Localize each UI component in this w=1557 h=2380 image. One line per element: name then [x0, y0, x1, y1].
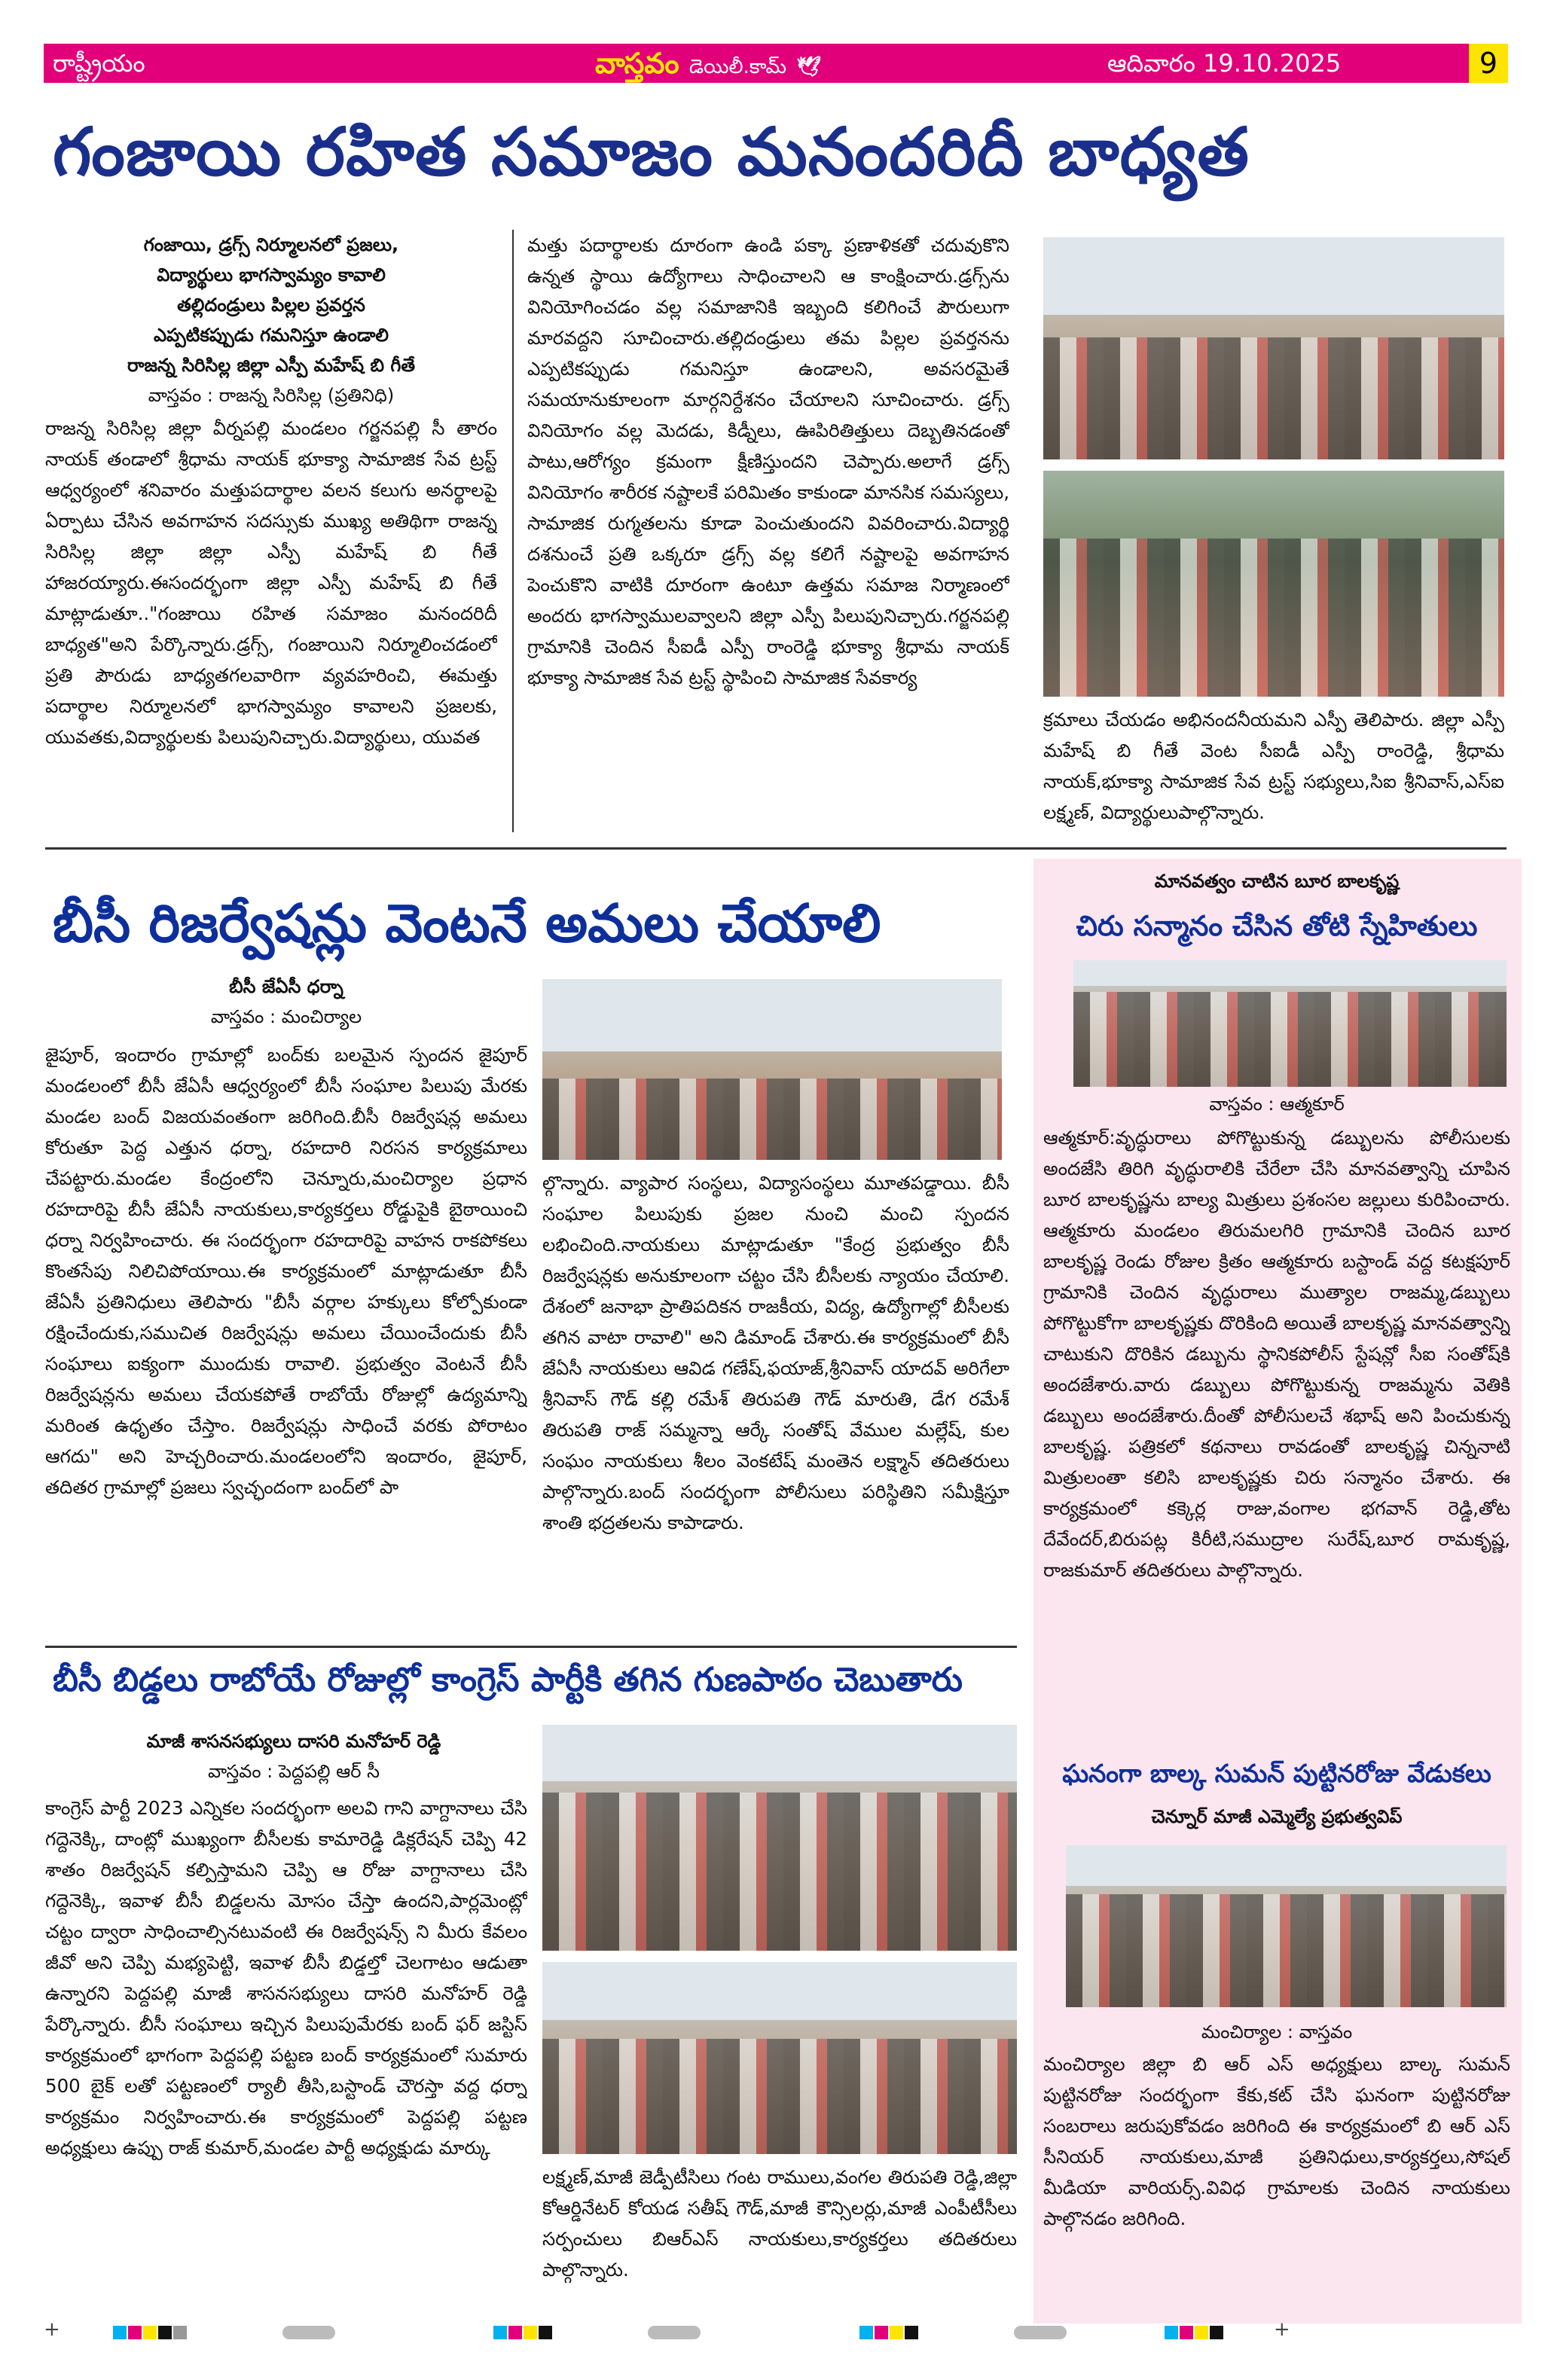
photo-stage-speakers — [1043, 237, 1504, 459]
story1-column-2: మత్తు పదార్థాలకు దూరంగా ఉండి పక్కా ప్రణాళికతో చదువుకొని ఉన్నత స్థాయి ఉద్యోగాలు సాధించాలని ఆ కాంక్షించారు.డ్రగ్స్‌ను వినియోగించడం వల్ల సమాజానికి ఇబ్బంది కలిగించే పౌరులుగా మారవద్దని సూచించారు.తల్లిదండ్రులు తమ పిల్లల ప్రవర్తనను ఎప్పటికప్పుడు గమనిస్తూ ఉండాలని, అవసరమైతే సమయానుకూలంగా మార్గనిర్దేశనం చేయాలని సూచించారు. డ్రగ్స్ వినియోగం వల్ల మెదడు, కిడ్నీలు, ఊపిరితిత్తులు దెబ్బతినడంతో పాటు,ఆరోగ్యం క్రమంగా క్షీణిస్తుందని చెప్పారు.అలాగే డ్రగ్స్ వినియోగం శారీరక నష్టాలకే పరిమితం కాకుండా మానసిక సమస్యలు, సామాజిక రుగ్మతలను కూడా పెంచుతుందని వివరించారు.విద్యార్థి దశనుంచే ప్రతి ఒక్కరూ డ్రగ్స్ వల్ల కలిగే నష్టాలపై అవగాహన పెంచుకొని వాటికి దూరంగా ఉంటూ ఉత్తమ సమాజ నిర్మాణంలో అందరు భాగస్వాములవ్వాలని జిల్లా ఎస్పీ పిలుపునిచ్చారు.గర్జనపల్లి గ్రామానికి చెందిన సీఐడీ ఎస్పీ రాంరెడ్డి భూక్యా శ్రీధామ నాయక్ భూక్యా సామాజిక సేవ ట్రస్ట్ స్థాపించి సామాజిక సేవకార్య — [527, 234, 1009, 688]
side2-headline: ఘనంగా బాల్క సుమన్ పుట్టినరోజు వేడుకలు — [1062, 1759, 1491, 1788]
section-label: రాష్ట్రీయం — [53, 49, 145, 78]
story3-dateline: వాస్తవం : పెద్దపల్లి ఆర్ సీ — [208, 1761, 380, 1782]
kicker-line: విద్యార్థులు భాగస్వామ్యం కావాలి — [157, 264, 386, 285]
story2-dateline: వాస్తవం : మంచిర్యాల — [210, 1006, 362, 1027]
side2-kicker: చెన్నూర్ మాజీ ఎమ్మెల్యే ప్రభుత్వవిప్ — [1151, 1806, 1403, 1827]
kicker-line: తల్లిదండ్రులు పిల్లల ప్రవర్తన — [177, 294, 365, 316]
print-registration-marks: + + — [44, 2318, 1290, 2341]
story2-kicker: బీసీ జేఏసీ ధర్నా — [229, 976, 343, 997]
bird-icon: 🕊 — [796, 56, 822, 78]
side1-body: ఆత్మకూర్:వృద్ధురాలు పోగొట్టుకున్న డబ్బులను పోలీసులకు అందజేసి తిరిగి వృద్ధురాలికి చేరేలా చేసి మానవత్వాన్ని చూపిన బూర బాలకృష్ణను బాల్య మిత్రులు ప్రశంసల జల్లులు కురిపించారు. ఆత్మకూరు మండలం తిరుమలగిరి గ్రామానికి చెందిన బూర బాలకృష్ణ రెండు రోజుల క్రితం ఆత్మకూరు బస్టాండ్ వద్ద కటక్షపూర్ గ్రామానికి చెందిన వృద్ధురాలు ముత్యాల రాజమ్మ,డబ్బులు పోగొట్టుకోగా బాలకృష్ణకు దొరికింది అయితే బాలకృష్ణ మానవత్వాన్ని చాటుకుని దొరికిన డబ్బును స్థానికపోలీస్ స్టేషన్లో సీఐ సంతోష్‌కి అందజేశారు.వారు డబ్బులు పోగొట్టుకున్న రాజమ్మను వెతికి డబ్బులు అందజేశారు.దీంతో పోలీసులచే శభాష్ అని పించుకున్న బాలకృష్ణ. పత్రికలో కథనాలు రావడంతో బాలకృష్ణ చిన్ననాటి మిత్రులంతా కలిసి బాలకృష్ణకు చిరు సన్మానం చేశారు. ఈ కార్యక్రమంలో కక్కెర్ల రాజు,వంగాల భగవాన్ రెడ్డి,తోట దేవేందర్,బిరుపట్ల కిరీటి,సముద్రాల సురేష్,బూర రామకృష్ణ, రాజకుమార్ తదితరులు పాల్గొన్నారు. — [1043, 1127, 1510, 1581]
story1-kickers — [53, 230, 490, 410]
story2-column-2: ల్గొన్నారు. వ్యాపార సంస్థలు, విద్యాసంస్థలు మూతపడ్డాయి. బీసీ సంఘాల పిలుపుకు ప్రజల నుంచి మంచి స్పందన లభించింది.నాయకులు మాట్లాడుతూ "కేంద్ర ప్రభుత్వం బీసీ రిజర్వేషన్లకు అనుకూలంగా చట్టం చేసి బీసీలకు న్యాయం చేయాలి. దేశంలో జనాభా ప్రాతిపదికన రాజకీయ, విద్య, ఉద్యోగాల్లో బీసీలకు తగిన వాటా రావాలి" అని డిమాండ్ చేశారు.ఈ కార్యక్రమంలో బీసీ జేఏసీ నాయకులు ఆవిడ గణేష్,ఫయాజ్,శ్రీనివాస్ యాదవ్ అరిగేలా శ్రీనివాస్ గౌడ్ కల్లి రమేశ్ తిరుపతి గౌడ్ మారుతి, డేగ రమేశ్ తిరుపతి రాజ్ సమ్మన్నా ఆర్కే సంతోష్ వేముల మల్లేష్, కుల సంఘం నాయకులు శీలం వెంకటేష్ మంతెన లక్ష్మాన్ తదితరులు పాల్గొన్నారు.బంద్ సందర్భంగా పోలీసులు పరిస్థితిని సమీక్షిస్తూ శాంతి భద్రతలను కాపాడారు. — [542, 1172, 1009, 1533]
section-divider — [45, 1646, 1017, 1648]
photo-leaders-rally — [542, 1725, 1017, 1951]
photo-felicitation — [1073, 960, 1507, 1087]
photo-dharna-protest — [542, 979, 1002, 1160]
story3-kicker: మాజీ శాసనసభ్యులు దాసరి మనోహర్ రెడ్డి — [146, 1731, 441, 1752]
brand-logo — [595, 45, 821, 85]
side2-dateline: మంచిర్యాల : వాస్తవం — [1201, 2021, 1353, 2043]
side1-headline: చిరు సన్మానం చేసిన తోటి స్నేహితులు — [1076, 910, 1478, 942]
story3-column-2: లక్ష్మణ్,మాజీ జెడ్పీటీసిలు గంట రాములు,వంగల తిరుపతి రెడ్డి,జిల్లా కోఆర్డినేటర్ కోయడ సతీష్ గౌడ్,మాజీ కౌన్సిలర్లు,మాజీ ఎంపీటీసీలు సర్పంచులు బిఆర్ఎస్ నాయకులు,కార్యకర్తలు తదితరులు పాల్గొన్నారు. — [542, 2166, 1017, 2281]
dateline: వాస్తవం : రాజన్న సిరిసిల్ల (ప్రతినిధి) — [148, 385, 395, 406]
side1-kicker: మానవత్వం చాటిన బూర బాలకృష్ణ — [1154, 871, 1400, 892]
brand-name: వాస్తవం — [595, 47, 679, 80]
photo-road-sit-in — [542, 1962, 1017, 2154]
story2-column-1: జైపూర్, ఇందారం గ్రామాల్లో బంద్‌కు బలమైన స్పందన జైపూర్ మండలంలో బీసీ జేఏసీ ఆధ్వర్యంలో బీసీ సంఘాల పిలుపు మేరకు మండల బంద్ విజయవంతంగా జరిగింది.బీసీ రిజర్వేషన్ల అమలు కోరుతూ పెద్ద ఎత్తున ధర్నా, రహదారి నిరసన కార్యక్రమాలు చేపట్టారు.మండల కేంద్రంలోని చెన్నూరు,మంచిర్యాల ప్రధాన రహదారిపై బీసీ జేఏసీ నాయకులు,కార్యకర్తలు రోడ్డుపైకి బైఠాయించి ధర్నా నిర్వహించారు. ఈ సందర్భంగా రహదారిపై వాహన రాకపోకలు కొంతసేపు నిలిచిపోయాయి.ఈ కార్యక్రమంలో మాట్లాడుతూ బీసీ జేఏసీ ప్రతినిధులు తెలిపారు "బీసీ వర్గాల హక్కులు కోల్పోకుండా రక్షించేందుకు,సముచిత రిజర్వేషన్లు అమలు చేయించేందుకు బీసీ సంఘాలు ఐక్యంగా ముందుకు రావాలి. ప్రభుత్వం వెంటనే బీసీ రిజర్వేషన్లను అమలు చేయకపోతే రాబోయే రోజుల్లో ఉద్యమాన్ని మరింత ఉధృతం చేస్తాం. రిజర్వేషన్లు సాధించే వరకు పోరాటం ఆగదు" అని హెచ్చరించారు.మండలంలోని ఇందారం, జైపూర్, తదితర గ్రామాల్లో ప్రజలు స్వచ్ఛందంగా బంద్‌లో పా — [45, 1044, 527, 1498]
bc-reservation-headline: బీసీ రిజర్వేషన్లు వెంటనే అమలు చేయాలి — [53, 892, 881, 954]
kicker-line: రాజన్న సిరిసిల్ల జిల్లా ఎస్పీ మహేష్ బి గీతే — [127, 355, 416, 376]
story3-column-1: కాంగ్రెస్ పార్టీ 2023 ఎన్నికల సందర్భంగా అలవి గాని వాగ్దానాలు చేసి గద్దెనెక్కి, దాంట్లో ముఖ్యంగా బీసీలకు కామారెడ్డి డిక్లరేషన్ చెప్పి 42 శాతం రిజర్వేషన్ కల్పిస్తామని చెప్పి ఆ రోజు వాగ్దానాలు చేసి గద్దెనెక్కి, ఇవాళ బీసీ బిడ్డలను మోసం చేస్తా ఉందని,పార్లమెంట్లో చట్టం ద్వారా సాధించాల్సినటువంటి ఈ రిజర్వేషన్స్ ని మీరు కేవలం జీవో అని చెప్పి మభ్యపెట్టి, ఇవాళ బీసీ బిడ్డల్తో చెలగాటం ఆడుతా ఉన్నారని పెద్దపల్లి మాజీ శాసనసభ్యులు దాసరి మనోహర్ రెడ్డి పేర్కొన్నారు. బీసీ సంఘాలు ఇచ్చిన పిలుపుమేరకు బంద్ ఫర్ జస్టిస్ కార్యక్రమంలో భాగంగా పెద్దపల్లి పట్టణ బంద్ కార్యక్రమంలో సుమారు 500 బైక్ లతో పట్టణంలో ర్యాలీ తీసి,బస్టాండ్ చౌరస్తా వద్ద ధర్నా కార్యక్రమం నిర్వహించారు.ఈ కార్యక్రమంలో పెద్దపల్లి పట్టణ అధ్యక్షులు ఉప్పు రాజ్ కుమార్,మండల పార్టీ అధ్యక్షుడు మార్కు — [45, 1797, 527, 2159]
main-headline: గంజాయి రహిత సమాజం మనందరిదీ బాధ్యత — [53, 113, 1250, 191]
section-divider — [45, 847, 1507, 850]
story1-column-1: రాజన్న సిరిసిల్ల జిల్లా వీర్నపల్లి మండలం గర్జనపల్లి సీ తారం నాయక్ తండాలో శ్రీధామ నాయక్ భూక్యా సామాజిక సేవ ట్రస్ట్ ఆధ్వర్యంలో శనివారం మత్తుపదార్థాల వలన కలుగు అనర్థాలపై ఏర్పాటు చేసిన అవగాహన సదస్సుకు ముఖ్య అతిథిగా రాజన్న సిరిసిల్ల జిల్లా జిల్లా ఎస్పీ మహేష్ బి గీతే హాజరయ్యారు.ఈసందర్భంగా జిల్లా ఎస్పీ మహేష్ బి గీతే మాట్లాడుతూ.."గంజాయి రహిత సమాజం మనందరిదీ బాధ్యత"అని పేర్కొన్నారు.డ్రగ్స్, గంజాయిని నిర్మూలించడంలో ప్రతి పౌరుడు బాధ్యతగలవారిగా వ్యవహరించి, ఈమత్తు పదార్థాల నిర్మూలనలో భాగస్వామ్యం కావాలని ప్రజలకు, యువతకు,విద్యార్థులకు పిలుపునిచ్చారు.విద్యార్థులు, యువత — [45, 417, 497, 748]
side1-dateline: వాస్తవం : ఆత్మకూర్ — [1209, 1094, 1345, 1115]
kicker-line: గంజాయి, డ్రగ్స్ నిర్మూలనలో ప్రజలు, — [143, 234, 399, 255]
brand-suffix: డెయిలీ.కామ్ — [688, 56, 786, 78]
story1-column-3: క్రమాలు చేయడం అభినందనీయమని ఎస్పీ తెలిపారు. జిల్లా ఎస్పీ మహేష్ బి గీతే వెంట సీఐడీ ఎస్పీ రాంరెడ్డి, శ్రీధామ నాయక్,భూక్యా సామాజిక సేవ ట్రస్ట్ సభ్యులు,సిఐ శ్రీనివాస్,ఎస్ఐ లక్ష్మణ్, విద్యార్థులుపాల్గొన్నారు. — [1043, 709, 1504, 823]
kicker-line: ఎప్పటికప్పుడు గమనిస్తూ ఉండాలి — [153, 325, 389, 346]
photo-audience-students — [1043, 471, 1504, 697]
issue-date: ఆదివారం 19.10.2025 — [1107, 49, 1342, 78]
congress-headline: బీసీ బిడ్డలు రాబోయే రోజుల్లో కాంగ్రెస్ పార్టీకి తగిన గుణపాఠం చెబుతారు — [53, 1661, 963, 1699]
column-divider — [512, 230, 514, 832]
page-number: 9 — [1469, 44, 1508, 83]
photo-birthday-celebration — [1066, 1845, 1507, 2007]
side2-body: మంచిర్యాల జిల్లా బి ఆర్ ఎస్ అధ్యక్షులు బాల్క సుమన్ పుట్టినరోజు సందర్భంగా కేకు,కట్ చేసి ఘనంగా పుట్టినరోజు సంబరాలు జరుపుకోవడం జరిగింది ఈ కార్యక్రమంలో బి ఆర్ ఎస్ సీనియర్ నాయకులు,మాజీ ప్రతినిధులు,కార్యకర్తలు,సోషల్ మీడియా వారియర్స్.వివిధ గ్రామాలకు చెందిన నాయకులు పాల్గొనడం జరిగింది. — [1043, 2053, 1510, 2229]
